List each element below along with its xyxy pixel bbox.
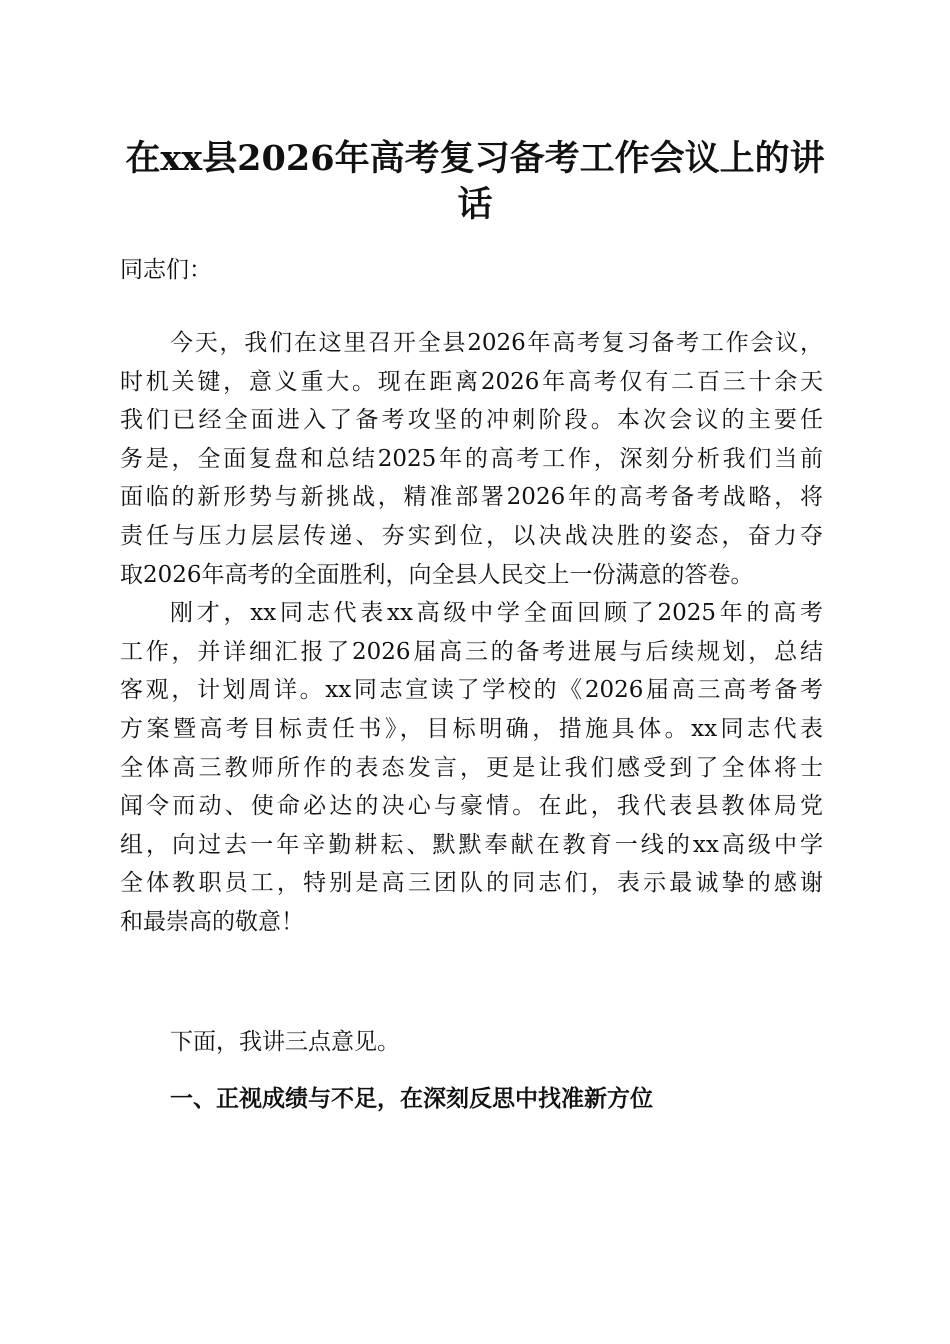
paragraph-line: 闻令而动、使命必达的决心与豪情。在此，我代表县教体局党 [120,793,823,820]
paragraph-line: 时机关键，意义重大。现在距离2026年高考仅有二百三十余天 [120,368,823,395]
transition-paragraph: 下面，我讲三点意见。 [170,1029,400,1055]
paragraph-line: 务是，全面复盘和总结2025年的高考工作，深刻分析我们当前 [120,445,823,472]
paragraph-line: 面临的新形势与新挑战，精准部署2026年的高考备考战略，将 [120,484,823,511]
document-body [120,324,823,942]
paragraph-line: 客观，计划周详。xx同志宣读了学校的《2026届高三高考备考 [120,677,823,704]
paragraph-line: 全体教职员工，特别是高三团队的同志们，表示最诚挚的感谢 [120,870,823,897]
paragraph-line: 方案暨高考目标责任书》，目标明确，措施具体。xx同志代表 [120,715,823,742]
title-line: 话 [457,184,493,225]
paragraph-line: 今天，我们在这里召开全县2026年高考复习备考工作会议， [170,330,823,356]
paragraph [120,594,823,941]
paragraph-line: 组，向过去一年辛勤耕耘、默默奉献在教育一线的xx高级中学 [120,831,823,858]
document-title [100,136,850,228]
paragraph-line: 和最崇高的敬意！ [120,908,304,935]
title-line: 在xx县2026年高考复习备考工作会议上的讲 [125,138,825,179]
paragraph-line: 刚才，xx同志代表xx高级中学全面回顾了2025年的高考 [170,600,823,627]
paragraph-line: 全体高三教师所作的表态发言，更是让我们感受到了全体将士 [120,754,823,781]
section-heading: 一、正视成绩与不足，在深刻反思中找准新方位 [170,1086,653,1112]
paragraph [120,324,823,594]
paragraph-line: 责任与压力层层传递、夯实到位，以决战决胜的姿态，奋力夺 [120,522,823,549]
salutation: 同志们： [120,257,212,283]
paragraph-line: 工作，并详细汇报了2026届高三的备考进展与后续规划，总结 [120,638,823,665]
paragraph-line: 我们已经全面进入了备考攻坚的冲刺阶段。本次会议的主要任 [120,407,823,434]
paragraph-line: 取2026年高考的全面胜利，向全县人民交上一份满意的答卷。 [120,561,754,588]
